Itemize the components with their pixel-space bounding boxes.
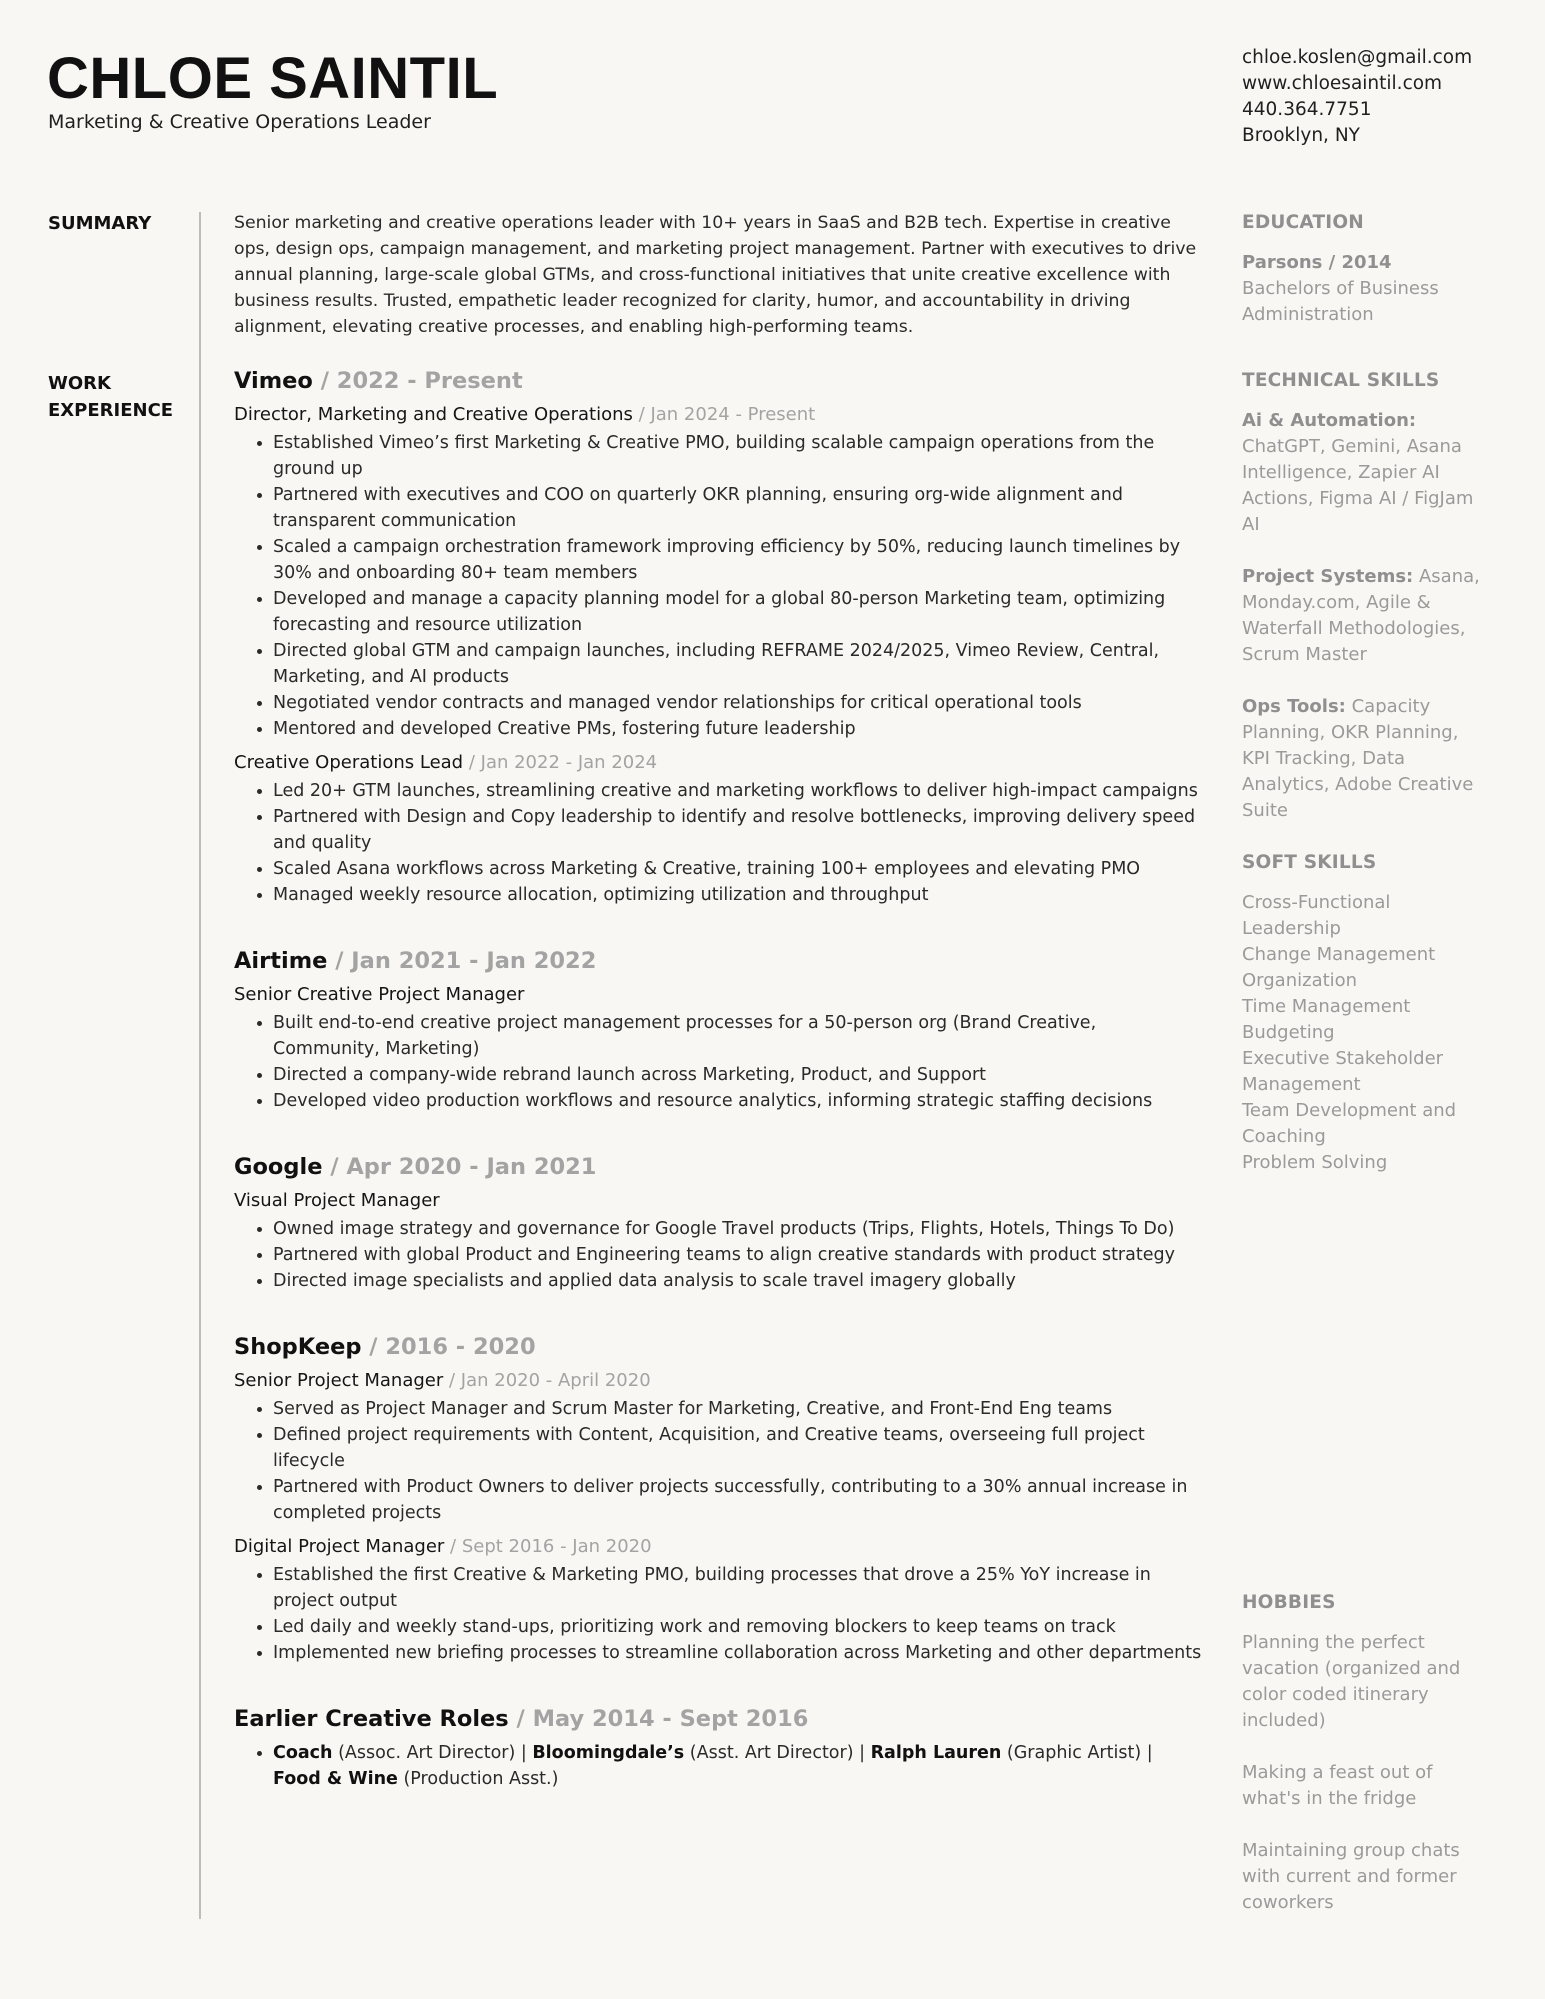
role-bullets [234, 1396, 1204, 1526]
role-bullets [234, 778, 1204, 908]
role-title: Director, Marketing and Creative Operations [234, 404, 633, 425]
bullet-item: • Partnered with global Product and Engineering teams to align creative standards with product strategy [273, 1242, 1204, 1268]
sidebar [1242, 210, 1492, 1913]
hobbies-list [1242, 1630, 1492, 1916]
soft-skill-item: Budgeting [1242, 1022, 1335, 1043]
bullet-item: • Directed image specialists and applied data analysis to scale travel imagery globally [273, 1268, 1204, 1294]
company-heading [234, 366, 1204, 396]
technical-skill-item [1242, 564, 1492, 668]
technical-skill-label: Ai & Automation: [1242, 410, 1417, 431]
role-heading [234, 1534, 1204, 1560]
role-heading [234, 1188, 1204, 1214]
role-dates: / Sept 2016 - Jan 2020 [450, 1536, 652, 1557]
contact-phone: 440.364.7751 [1242, 99, 1372, 120]
company-heading [234, 1332, 1204, 1362]
role-title: Senior Creative Project Manager [234, 984, 525, 1005]
company-heading [234, 1152, 1204, 1182]
bullet-item: • Implemented new briefing processes to streamline collaboration across Marketing and other departments [273, 1640, 1204, 1666]
role-bullets [234, 430, 1204, 742]
technical-skill-item [1242, 694, 1492, 824]
bullet-item: • Partnered with Design and Copy leadership to identify and resolve bottlenecks, improving delivery speed and quality [273, 804, 1204, 856]
education-degree: Bachelors of Business Administration [1242, 278, 1439, 325]
education-section [1242, 210, 1492, 328]
soft-skill-item: Change Management [1242, 944, 1436, 965]
job-google [234, 1152, 1204, 1294]
earlier-org: Ralph Lauren [870, 1743, 1002, 1763]
role-dates: / Jan 2020 - April 2020 [448, 1370, 651, 1391]
role-bullets [234, 1216, 1204, 1294]
job-airtime [234, 946, 1204, 1114]
company-dates: / Apr 2020 - Jan 2021 [330, 1154, 597, 1180]
job-earlier-roles [234, 1704, 1204, 1792]
company-heading [234, 946, 1204, 976]
company-name: Vimeo [234, 368, 313, 394]
contact-location: Brooklyn, NY [1242, 125, 1360, 146]
summary-label: SUMMARY [48, 213, 152, 234]
role-dates: / Jan 2022 - Jan 2024 [468, 752, 658, 773]
summary-text: Senior marketing and creative operations leader with 10+ years in SaaS and B2B tech. Expertise in creative ops, design ops, campaign management, and marketing project management. Partner with executives to drive annual planning, large-scale global GTMs, and cross-functional initiatives that unite creative excellence with business results. Trusted, empathetic leader recognized for clarity, humor, and accountability in driving alignment, elevating creative processes, and enabling high-performing teams. [234, 213, 1197, 337]
technical-skill-text: Asana, Monday.com, Agile & Waterfall Methodologies, Scrum Master [1242, 566, 1480, 665]
bullet-item: • Led 20+ GTM launches, streamlining creative and marketing workflows to deliver high-impact campaigns [273, 778, 1204, 804]
earlier-org: Food & Wine [273, 1769, 398, 1789]
technical-skills-section [1242, 368, 1492, 824]
earlier-org: Bloomingdale’s [532, 1743, 685, 1763]
hobbies-heading: HOBBIES [1242, 1592, 1336, 1613]
bullet-item: • Directed global GTM and campaign launches, including REFRAME 2024/2025, Vimeo Review, Central, Marketing, and AI products [273, 638, 1204, 690]
contact-website[interactable]: www.chloesaintil.com [1242, 73, 1443, 94]
company-dates: / 2022 - Present [320, 368, 523, 394]
education-school: Parsons / 2014 [1242, 252, 1392, 273]
technical-skills-list [1242, 408, 1492, 824]
education-heading: EDUCATION [1242, 212, 1364, 233]
bullet-item: • Served as Project Manager and Scrum Master for Marketing, Creative, and Front-End Eng teams [273, 1396, 1204, 1422]
bullet-item: • Managed weekly resource allocation, optimizing utilization and throughput [273, 882, 1204, 908]
earlier-role: (Production Asst.) [403, 1769, 559, 1789]
role-heading [234, 1368, 1204, 1394]
role-title: Senior Project Manager [234, 1370, 444, 1391]
work-experience-label [48, 370, 173, 424]
technical-skill-label: Ops Tools: [1242, 696, 1346, 717]
company-name: Earlier Creative Roles [234, 1706, 509, 1732]
technical-skills-heading: TECHNICAL SKILLS [1242, 370, 1440, 391]
earlier-roles-item: • Coach (Assoc. Art Director) | Bloomingdale’s (Asst. Art Director) | Ralph Lauren (Graphic Artist) | Food & Wine (Production Asst.) [273, 1740, 1204, 1792]
soft-skill-item: Organization [1242, 970, 1358, 991]
role-title: Creative Operations Lead [234, 752, 464, 773]
hobbies-section [1242, 1590, 1492, 1942]
work-label-line1: WORK [48, 373, 111, 394]
company-dates: / 2016 - 2020 [369, 1334, 536, 1360]
hobby-item: Making a feast out of what's in the fridge [1242, 1762, 1433, 1809]
earlier-org: Coach [273, 1743, 333, 1763]
role-bullets [234, 1562, 1204, 1666]
soft-skills-heading: SOFT SKILLS [1242, 852, 1377, 873]
work-label-line2: EXPERIENCE [48, 400, 174, 421]
contact-block [1242, 45, 1472, 149]
company-dates: / May 2014 - Sept 2016 [516, 1706, 809, 1732]
work-experience-list [234, 366, 1204, 1666]
role-bullets [234, 1010, 1204, 1114]
role-title: Digital Project Manager [234, 1536, 445, 1557]
main-column [234, 210, 1204, 1800]
bullet-item: • Directed a company-wide rebrand launch across Marketing, Product, and Support [273, 1062, 1204, 1088]
soft-skill-item: Problem Solving [1242, 1152, 1388, 1173]
job-vimeo [234, 366, 1204, 908]
hobby-item: Maintaining group chats with current and former coworkers [1242, 1840, 1460, 1913]
candidate-title: Marketing & Creative Operations Leader [48, 111, 431, 133]
technical-skill-text: ChatGPT, Gemini, Asana Intelligence, Zapier AI Actions, Figma AI / FigJam AI [1242, 436, 1474, 535]
bullet-item: • Partnered with executives and COO on quarterly OKR planning, ensuring org-wide alignment and transparent communication [273, 482, 1204, 534]
earlier-role: (Asst. Art Director) [689, 1743, 854, 1763]
company-name: Google [234, 1154, 323, 1180]
soft-skills-section [1242, 850, 1492, 1176]
bullet-item: • Negotiated vendor contracts and managed vendor relationships for critical operational tools [273, 690, 1204, 716]
bullet-item: • Defined project requirements with Content, Acquisition, and Creative teams, overseeing full project lifecycle [273, 1422, 1204, 1474]
technical-skill-item [1242, 408, 1492, 538]
role-heading [234, 750, 1204, 776]
company-dates: / Jan 2021 - Jan 2022 [335, 948, 597, 974]
bullet-item: • Built end-to-end creative project management processes for a 50-person org (Brand Creative, Community, Marketing) [273, 1010, 1204, 1062]
company-name: ShopKeep [234, 1334, 362, 1360]
role-dates: / Jan 2024 - Present [638, 404, 816, 425]
earlier-roles-list [234, 1740, 1204, 1792]
earlier-role: (Graphic Artist) [1006, 1743, 1142, 1763]
bullet-item: • Established Vimeo’s first Marketing & Creative PMO, building scalable campaign operations from the ground up [273, 430, 1204, 482]
bullet-item: • Scaled a campaign orchestration framework improving efficiency by 50%, reducing launch timelines by 30% and onboarding 80+ team members [273, 534, 1204, 586]
job-shopkeep [234, 1332, 1204, 1666]
company-name: Airtime [234, 948, 328, 974]
bullet-item: • Scaled Asana workflows across Marketing & Creative, training 100+ employees and elevating PMO [273, 856, 1204, 882]
contact-email[interactable]: chloe.koslen@gmail.com [1242, 47, 1473, 68]
bullet-item: • Partnered with Product Owners to deliver projects successfully, contributing to a 30% annual increase in completed projects [273, 1474, 1204, 1526]
role-heading [234, 402, 1204, 428]
soft-skill-item: Time Management [1242, 996, 1411, 1017]
earlier-role: (Assoc. Art Director) [338, 1743, 516, 1763]
soft-skill-item: Executive Stakeholder Management [1242, 1048, 1444, 1095]
soft-skills-list [1242, 890, 1492, 1176]
bullet-item: • Developed video production workflows and resource analytics, informing strategic staffing decisions [273, 1088, 1204, 1114]
bullet-item: • Established the first Creative & Marketing PMO, building processes that drove a 25% YoY increase in project output [273, 1562, 1204, 1614]
role-heading [234, 982, 1204, 1008]
technical-skill-text: Capacity Planning, OKR Planning, KPI Tracking, Data Analytics, Adobe Creative Suite [1242, 696, 1474, 821]
candidate-name: CHLOE SAINTIL [47, 46, 499, 111]
section-divider [199, 212, 201, 1919]
bullet-item: • Developed and manage a capacity planning model for a global 80-person Marketing team, optimizing forecasting and resource utilization [273, 586, 1204, 638]
soft-skill-item: Team Development and Coaching [1242, 1100, 1457, 1147]
bullet-item: • Led daily and weekly stand-ups, prioritizing work and removing blockers to keep teams on track [273, 1614, 1204, 1640]
technical-skill-label: Project Systems: [1242, 566, 1414, 587]
bullet-item: • Mentored and developed Creative PMs, fostering future leadership [273, 716, 1204, 742]
role-title: Visual Project Manager [234, 1190, 440, 1211]
company-heading [234, 1704, 1204, 1734]
bullet-item: • Owned image strategy and governance for Google Travel products (Trips, Flights, Hotels, Things To Do) [273, 1216, 1204, 1242]
hobby-item: Planning the perfect vacation (organized and color coded itinerary included) [1242, 1632, 1461, 1731]
soft-skill-item: Cross-Functional Leadership [1242, 892, 1391, 939]
